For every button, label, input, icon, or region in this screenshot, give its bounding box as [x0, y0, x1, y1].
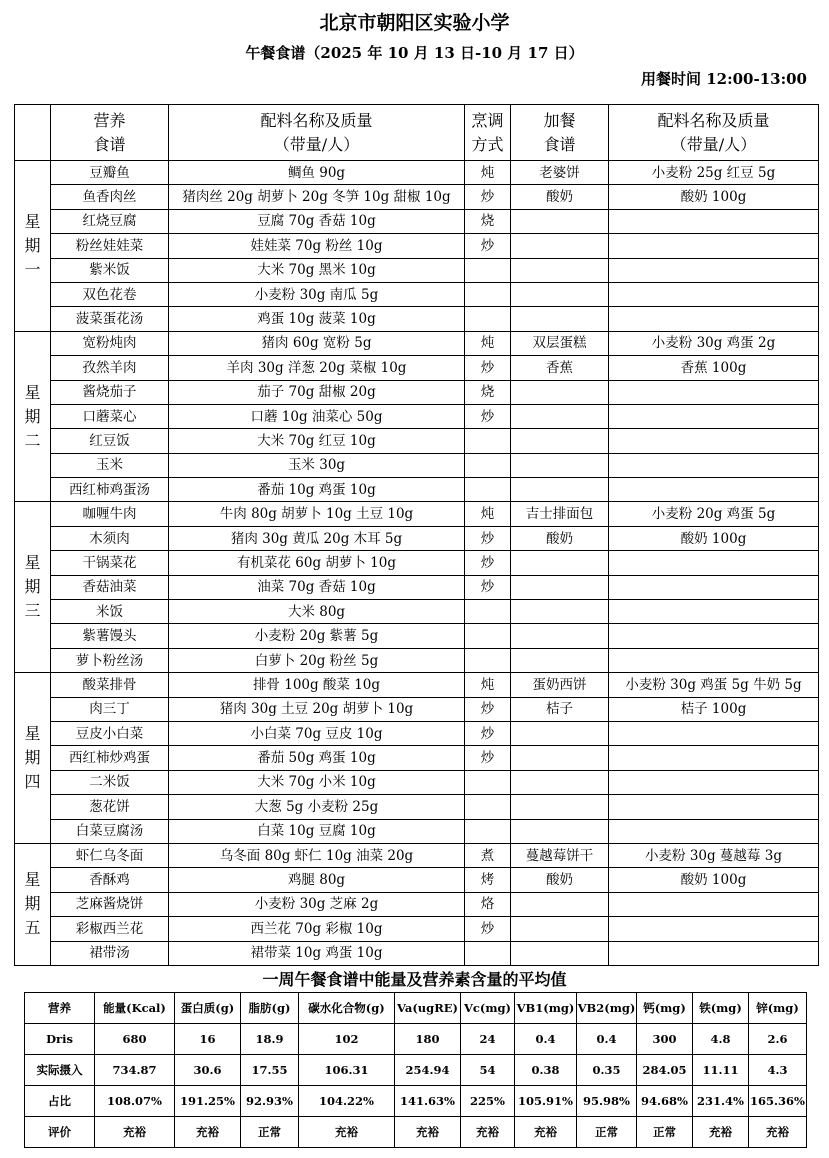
dish-name: 紫米饭 [51, 258, 169, 282]
extra-meal [511, 624, 609, 648]
weekday-label [15, 843, 51, 965]
nutrition-header-cell: Va(ugRE) [395, 993, 461, 1024]
extra-ingredients [609, 307, 819, 331]
extra-ingredients [609, 746, 819, 770]
dish-name: 木须肉 [51, 526, 169, 550]
nutrition-header-cell: 脂肪(g) [241, 993, 299, 1024]
extra-ingredients [609, 551, 819, 575]
cooking-method: 炒 [465, 356, 511, 380]
nutrition-row [25, 1117, 807, 1148]
extra-ingredients: 小麦粉 25g 红豆 5g [609, 161, 819, 185]
header-extra-ingredients: 配料名称及质量 （带量/人） [609, 105, 819, 161]
weekday-char: 期 [24, 406, 41, 426]
cooking-method [465, 941, 511, 965]
cooking-method: 煮 [465, 843, 511, 867]
extra-meal [511, 917, 609, 941]
dish-name: 菠菜蛋花汤 [51, 307, 169, 331]
dish-name: 葱花饼 [51, 795, 169, 819]
nutrition-value: 正常 [637, 1117, 693, 1148]
dish-ingredients: 白萝卜 20g 粉丝 5g [169, 648, 465, 672]
menu-row [15, 892, 819, 916]
extra-ingredients [609, 282, 819, 306]
cooking-method [465, 282, 511, 306]
dish-ingredients: 小麦粉 30g 芝麻 2g [169, 892, 465, 916]
cooking-method: 炖 [465, 673, 511, 697]
weekday-char: 期 [24, 894, 41, 914]
cooking-method: 烤 [465, 868, 511, 892]
nutrition-row [25, 1086, 807, 1117]
cooking-method: 炖 [465, 161, 511, 185]
extra-meal: 桔子 [511, 697, 609, 721]
extra-ingredients [609, 624, 819, 648]
extra-meal [511, 770, 609, 794]
menu-row [15, 356, 819, 380]
dish-name: 豆瓣鱼 [51, 161, 169, 185]
cooking-method: 炒 [465, 697, 511, 721]
cooking-method: 炒 [465, 404, 511, 428]
extra-meal [511, 234, 609, 258]
cooking-method [465, 819, 511, 843]
dish-ingredients: 西兰花 70g 彩椒 10g [169, 917, 465, 941]
nutrition-value: 充裕 [299, 1117, 395, 1148]
dish-ingredients: 排骨 100g 酸菜 10g [169, 673, 465, 697]
dish-name: 咖喱牛肉 [51, 502, 169, 526]
cooking-method: 炒 [465, 746, 511, 770]
menu-row [15, 648, 819, 672]
weekday-label [15, 502, 51, 673]
dish-ingredients: 猪肉 30g 土豆 20g 胡萝卜 10g [169, 697, 465, 721]
extra-ingredients: 香蕉 100g [609, 356, 819, 380]
dish-name: 虾仁乌冬面 [51, 843, 169, 867]
menu-row [15, 404, 819, 428]
nutrition-value: 92.93% [241, 1086, 299, 1117]
extra-ingredients [609, 209, 819, 233]
extra-meal [511, 600, 609, 624]
dish-ingredients: 小麦粉 20g 紫薯 5g [169, 624, 465, 648]
nutrition-value: 30.6 [175, 1055, 241, 1086]
dish-name: 紫薯馒头 [51, 624, 169, 648]
dish-name: 芝麻酱烧饼 [51, 892, 169, 916]
dish-ingredients: 羊肉 30g 洋葱 20g 菜椒 10g [169, 356, 465, 380]
dish-ingredients: 大葱 5g 小麦粉 25g [169, 795, 465, 819]
dish-name: 宽粉炖肉 [51, 331, 169, 355]
menu-row [15, 453, 819, 477]
cooking-method: 炖 [465, 502, 511, 526]
dish-name: 二米饭 [51, 770, 169, 794]
header-extra: 加餐 食谱 [511, 105, 609, 161]
dish-name: 孜然羊肉 [51, 356, 169, 380]
nutrition-value: 680 [95, 1024, 175, 1055]
nutrition-table [24, 992, 807, 1148]
dish-name: 香酥鸡 [51, 868, 169, 892]
dish-name: 彩椒西兰花 [51, 917, 169, 941]
nutrition-value: 95.98% [577, 1086, 637, 1117]
nutrition-header-cell: 蛋白质(g) [175, 993, 241, 1024]
dish-name: 裙带汤 [51, 941, 169, 965]
lunch-menu-table [14, 104, 819, 966]
nutrition-header-cell: VB2(mg) [577, 993, 637, 1024]
nutrition-value: 正常 [577, 1117, 637, 1148]
dish-ingredients: 牛肉 80g 胡萝卜 10g 土豆 10g [169, 502, 465, 526]
extra-ingredients [609, 478, 819, 502]
nutrition-header-cell: 铁(mg) [693, 993, 749, 1024]
nutrition-value: 17.55 [241, 1055, 299, 1086]
menu-row [15, 234, 819, 258]
extra-ingredients: 桔子 100g [609, 697, 819, 721]
dish-name: 香菇油菜 [51, 575, 169, 599]
weekday-label [15, 673, 51, 844]
nutrition-value: 2.6 [749, 1024, 807, 1055]
extra-ingredients [609, 917, 819, 941]
cooking-method: 烧 [465, 380, 511, 404]
school-title: 北京市朝阳区实验小学 [319, 12, 510, 34]
menu-row [15, 575, 819, 599]
extra-meal [511, 453, 609, 477]
nutrition-value: 11.11 [693, 1055, 749, 1086]
menu-row [15, 429, 819, 453]
dish-ingredients: 大米 70g 小米 10g [169, 770, 465, 794]
extra-meal: 双层蛋糕 [511, 331, 609, 355]
cooking-method [465, 429, 511, 453]
extra-meal [511, 575, 609, 599]
dish-name: 萝卜粉丝汤 [51, 648, 169, 672]
extra-ingredients [609, 819, 819, 843]
menu-row [15, 917, 819, 941]
menu-row [15, 624, 819, 648]
nutrition-value: 105.91% [515, 1086, 577, 1117]
cooking-method: 炒 [465, 721, 511, 745]
dish-name: 西红柿鸡蛋汤 [51, 478, 169, 502]
weekday-char: 一 [24, 259, 41, 279]
weekday-char: 星 [24, 870, 41, 890]
extra-meal [511, 307, 609, 331]
nutrition-value: 104.22% [299, 1086, 395, 1117]
extra-meal [511, 380, 609, 404]
weekday-char: 二 [24, 430, 41, 450]
dish-name: 酱烧茄子 [51, 380, 169, 404]
extra-ingredients: 小麦粉 30g 鸡蛋 5g 牛奶 5g [609, 673, 819, 697]
nutrition-value: 充裕 [95, 1117, 175, 1148]
meal-time: 用餐时间 12:00-13:00 [640, 70, 807, 88]
cooking-method [465, 624, 511, 648]
cooking-method [465, 770, 511, 794]
dish-name: 肉三丁 [51, 697, 169, 721]
menu-row [15, 868, 819, 892]
weekday-char: 星 [24, 211, 41, 231]
dish-name: 干锅菜花 [51, 551, 169, 575]
nutrition-header-cell: VB1(mg) [515, 993, 577, 1024]
weekday-char: 三 [24, 601, 41, 621]
dish-ingredients: 猪肉 60g 宽粉 5g [169, 331, 465, 355]
header-recipe: 营养 食谱 [51, 105, 169, 161]
nutrition-value: 106.31 [299, 1055, 395, 1086]
dish-ingredients: 有机菜花 60g 胡萝卜 10g [169, 551, 465, 575]
menu-row [15, 331, 819, 355]
cooking-method: 炒 [465, 185, 511, 209]
dish-name: 酸菜排骨 [51, 673, 169, 697]
menu-row [15, 770, 819, 794]
nutrition-value: 231.4% [693, 1086, 749, 1117]
extra-ingredients [609, 770, 819, 794]
extra-ingredients: 酸奶 100g [609, 526, 819, 550]
weekday-char: 星 [24, 724, 41, 744]
nutrition-value: 充裕 [175, 1117, 241, 1148]
weekday-char: 五 [24, 918, 41, 938]
extra-ingredients [609, 795, 819, 819]
nutrition-value: 18.9 [241, 1024, 299, 1055]
dish-name: 口蘑菜心 [51, 404, 169, 428]
menu-subtitle: 午餐食谱（2025 年 10 月 13 日-10 月 17 日） [245, 44, 584, 62]
cooking-method: 炒 [465, 551, 511, 575]
nutrition-value: 4.8 [693, 1024, 749, 1055]
cooking-method: 烧 [465, 209, 511, 233]
extra-meal: 吉士排面包 [511, 502, 609, 526]
dish-ingredients: 小麦粉 30g 南瓜 5g [169, 282, 465, 306]
extra-meal [511, 746, 609, 770]
cooking-method [465, 307, 511, 331]
menu-row [15, 795, 819, 819]
extra-meal: 蔓越莓饼干 [511, 843, 609, 867]
extra-ingredients [609, 575, 819, 599]
weekday-label [15, 331, 51, 502]
extra-ingredients: 小麦粉 30g 鸡蛋 2g [609, 331, 819, 355]
dish-name: 红豆饭 [51, 429, 169, 453]
nutrition-value: 254.94 [395, 1055, 461, 1086]
nutrition-value: 94.68% [637, 1086, 693, 1117]
nutrition-value: 180 [395, 1024, 461, 1055]
menu-row [15, 526, 819, 550]
nutrition-value: 0.38 [515, 1055, 577, 1086]
extra-ingredients [609, 258, 819, 282]
nutrition-value: 16 [175, 1024, 241, 1055]
dish-ingredients: 油菜 70g 香菇 10g [169, 575, 465, 599]
dish-ingredients: 鲷鱼 90g [169, 161, 465, 185]
nutrition-row-label: 实际摄入 [25, 1055, 95, 1086]
nutrition-value: 102 [299, 1024, 395, 1055]
extra-meal: 酸奶 [511, 868, 609, 892]
extra-meal [511, 648, 609, 672]
weekday-char: 星 [24, 382, 41, 402]
nutrition-value: 充裕 [749, 1117, 807, 1148]
dish-ingredients: 白菜 10g 豆腐 10g [169, 819, 465, 843]
weekday-label [15, 161, 51, 332]
header-ingredients: 配料名称及质量 （带量/人） [169, 105, 465, 161]
dish-name: 白菜豆腐汤 [51, 819, 169, 843]
menu-row [15, 673, 819, 697]
extra-ingredients [609, 648, 819, 672]
menu-row [15, 502, 819, 526]
cooking-method: 炒 [465, 917, 511, 941]
dish-ingredients: 茄子 70g 甜椒 20g [169, 380, 465, 404]
nutrition-value: 充裕 [461, 1117, 515, 1148]
extra-meal [511, 282, 609, 306]
menu-row [15, 600, 819, 624]
weekday-char: 期 [24, 235, 41, 255]
dish-ingredients: 大米 70g 黑米 10g [169, 258, 465, 282]
dish-name: 粉丝娃娃菜 [51, 234, 169, 258]
nutrition-value: 充裕 [515, 1117, 577, 1148]
dish-name: 米饭 [51, 600, 169, 624]
cooking-method [465, 258, 511, 282]
menu-header-row [15, 105, 819, 161]
nutrition-row [25, 1024, 807, 1055]
cooking-method: 烙 [465, 892, 511, 916]
nutrition-header-cell: 锌(mg) [749, 993, 807, 1024]
menu-row [15, 843, 819, 867]
nutrition-value: 充裕 [395, 1117, 461, 1148]
nutrition-header-row [25, 993, 807, 1024]
nutrition-value: 108.07% [95, 1086, 175, 1117]
extra-meal [511, 258, 609, 282]
extra-meal [511, 209, 609, 233]
extra-meal [511, 478, 609, 502]
dish-ingredients: 乌冬面 80g 虾仁 10g 油菜 20g [169, 843, 465, 867]
dish-name: 鱼香肉丝 [51, 185, 169, 209]
menu-row [15, 209, 819, 233]
extra-ingredients [609, 234, 819, 258]
menu-row [15, 941, 819, 965]
nutrition-value: 165.36% [749, 1086, 807, 1117]
dish-name: 玉米 [51, 453, 169, 477]
menu-row [15, 307, 819, 331]
corner-cell [15, 105, 51, 161]
weekday-char: 期 [24, 748, 41, 768]
cooking-method: 炒 [465, 526, 511, 550]
dish-name: 双色花卷 [51, 282, 169, 306]
dish-ingredients: 番茄 10g 鸡蛋 10g [169, 478, 465, 502]
cooking-method [465, 795, 511, 819]
nutrition-value: 300 [637, 1024, 693, 1055]
dish-ingredients: 小白菜 70g 豆皮 10g [169, 721, 465, 745]
menu-row [15, 161, 819, 185]
dish-ingredients: 豆腐 70g 香菇 10g [169, 209, 465, 233]
nutrition-row-label: Dris [25, 1024, 95, 1055]
nutrition-value: 284.05 [637, 1055, 693, 1086]
dish-ingredients: 猪肉丝 20g 胡萝卜 20g 冬笋 10g 甜椒 10g [169, 185, 465, 209]
extra-meal: 酸奶 [511, 185, 609, 209]
nutrition-value: 191.25% [175, 1086, 241, 1117]
nutrition-value: 225% [461, 1086, 515, 1117]
extra-ingredients [609, 380, 819, 404]
extra-meal [511, 429, 609, 453]
menu-row [15, 282, 819, 306]
nutrition-row-label: 评价 [25, 1117, 95, 1148]
extra-ingredients [609, 453, 819, 477]
dish-ingredients: 娃娃菜 70g 粉丝 10g [169, 234, 465, 258]
nutrition-title: 一周午餐食谱中能量及营养素含量的平均值 [262, 970, 567, 989]
extra-meal [511, 892, 609, 916]
extra-ingredients [609, 721, 819, 745]
extra-meal [511, 795, 609, 819]
nutrition-row-label: 占比 [25, 1086, 95, 1117]
menu-row [15, 258, 819, 282]
menu-row [15, 819, 819, 843]
nutrition-value: 4.3 [749, 1055, 807, 1086]
dish-ingredients: 裙带菜 10g 鸡蛋 10g [169, 941, 465, 965]
menu-row [15, 721, 819, 745]
extra-meal: 香蕉 [511, 356, 609, 380]
extra-meal [511, 819, 609, 843]
nutrition-value: 0.35 [577, 1055, 637, 1086]
weekday-char: 星 [24, 553, 41, 573]
nutrition-value: 0.4 [577, 1024, 637, 1055]
cooking-method: 炒 [465, 575, 511, 599]
weekday-char: 四 [24, 772, 41, 792]
dish-ingredients: 口蘑 10g 油菜心 50g [169, 404, 465, 428]
extra-ingredients [609, 429, 819, 453]
nutrition-header-cell: Vc(mg) [461, 993, 515, 1024]
nutrition-value: 141.63% [395, 1086, 461, 1117]
extra-ingredients [609, 600, 819, 624]
extra-ingredients [609, 892, 819, 916]
menu-row [15, 697, 819, 721]
dish-ingredients: 猪肉 30g 黄瓜 20g 木耳 5g [169, 526, 465, 550]
menu-row [15, 380, 819, 404]
extra-meal [511, 941, 609, 965]
nutrition-value: 0.4 [515, 1024, 577, 1055]
cooking-method: 炖 [465, 331, 511, 355]
dish-ingredients: 大米 70g 红豆 10g [169, 429, 465, 453]
extra-ingredients: 小麦粉 30g 蔓越莓 3g [609, 843, 819, 867]
menu-row [15, 746, 819, 770]
dish-name: 豆皮小白菜 [51, 721, 169, 745]
extra-ingredients: 酸奶 100g [609, 185, 819, 209]
extra-meal: 蛋奶西饼 [511, 673, 609, 697]
nutrition-header-cell: 碳水化合物(g) [299, 993, 395, 1024]
dish-ingredients: 鸡蛋 10g 菠菜 10g [169, 307, 465, 331]
extra-meal [511, 404, 609, 428]
nutrition-value: 24 [461, 1024, 515, 1055]
nutrition-value: 充裕 [693, 1117, 749, 1148]
header-method: 烹调 方式 [465, 105, 511, 161]
cooking-method [465, 648, 511, 672]
nutrition-header-cell: 能量(Kcal) [95, 993, 175, 1024]
nutrition-value: 正常 [241, 1117, 299, 1148]
cooking-method [465, 453, 511, 477]
dish-ingredients: 玉米 30g [169, 453, 465, 477]
menu-row [15, 185, 819, 209]
nutrition-row [25, 1055, 807, 1086]
weekday-char: 期 [24, 577, 41, 597]
menu-row [15, 551, 819, 575]
menu-row [15, 478, 819, 502]
dish-ingredients: 番茄 50g 鸡蛋 10g [169, 746, 465, 770]
extra-meal: 老婆饼 [511, 161, 609, 185]
extra-ingredients [609, 941, 819, 965]
nutrition-header-cell: 钙(mg) [637, 993, 693, 1024]
extra-ingredients [609, 404, 819, 428]
dish-name: 西红柿炒鸡蛋 [51, 746, 169, 770]
extra-meal [511, 721, 609, 745]
nutrition-value: 734.87 [95, 1055, 175, 1086]
nutrition-value: 54 [461, 1055, 515, 1086]
extra-meal [511, 551, 609, 575]
cooking-method [465, 478, 511, 502]
extra-ingredients: 酸奶 100g [609, 868, 819, 892]
nutrition-header-cell: 营养 [25, 993, 95, 1024]
extra-meal: 酸奶 [511, 526, 609, 550]
cooking-method [465, 600, 511, 624]
extra-ingredients: 小麦粉 20g 鸡蛋 5g [609, 502, 819, 526]
cooking-method: 炒 [465, 234, 511, 258]
dish-ingredients: 大米 80g [169, 600, 465, 624]
dish-ingredients: 鸡腿 80g [169, 868, 465, 892]
dish-name: 红烧豆腐 [51, 209, 169, 233]
